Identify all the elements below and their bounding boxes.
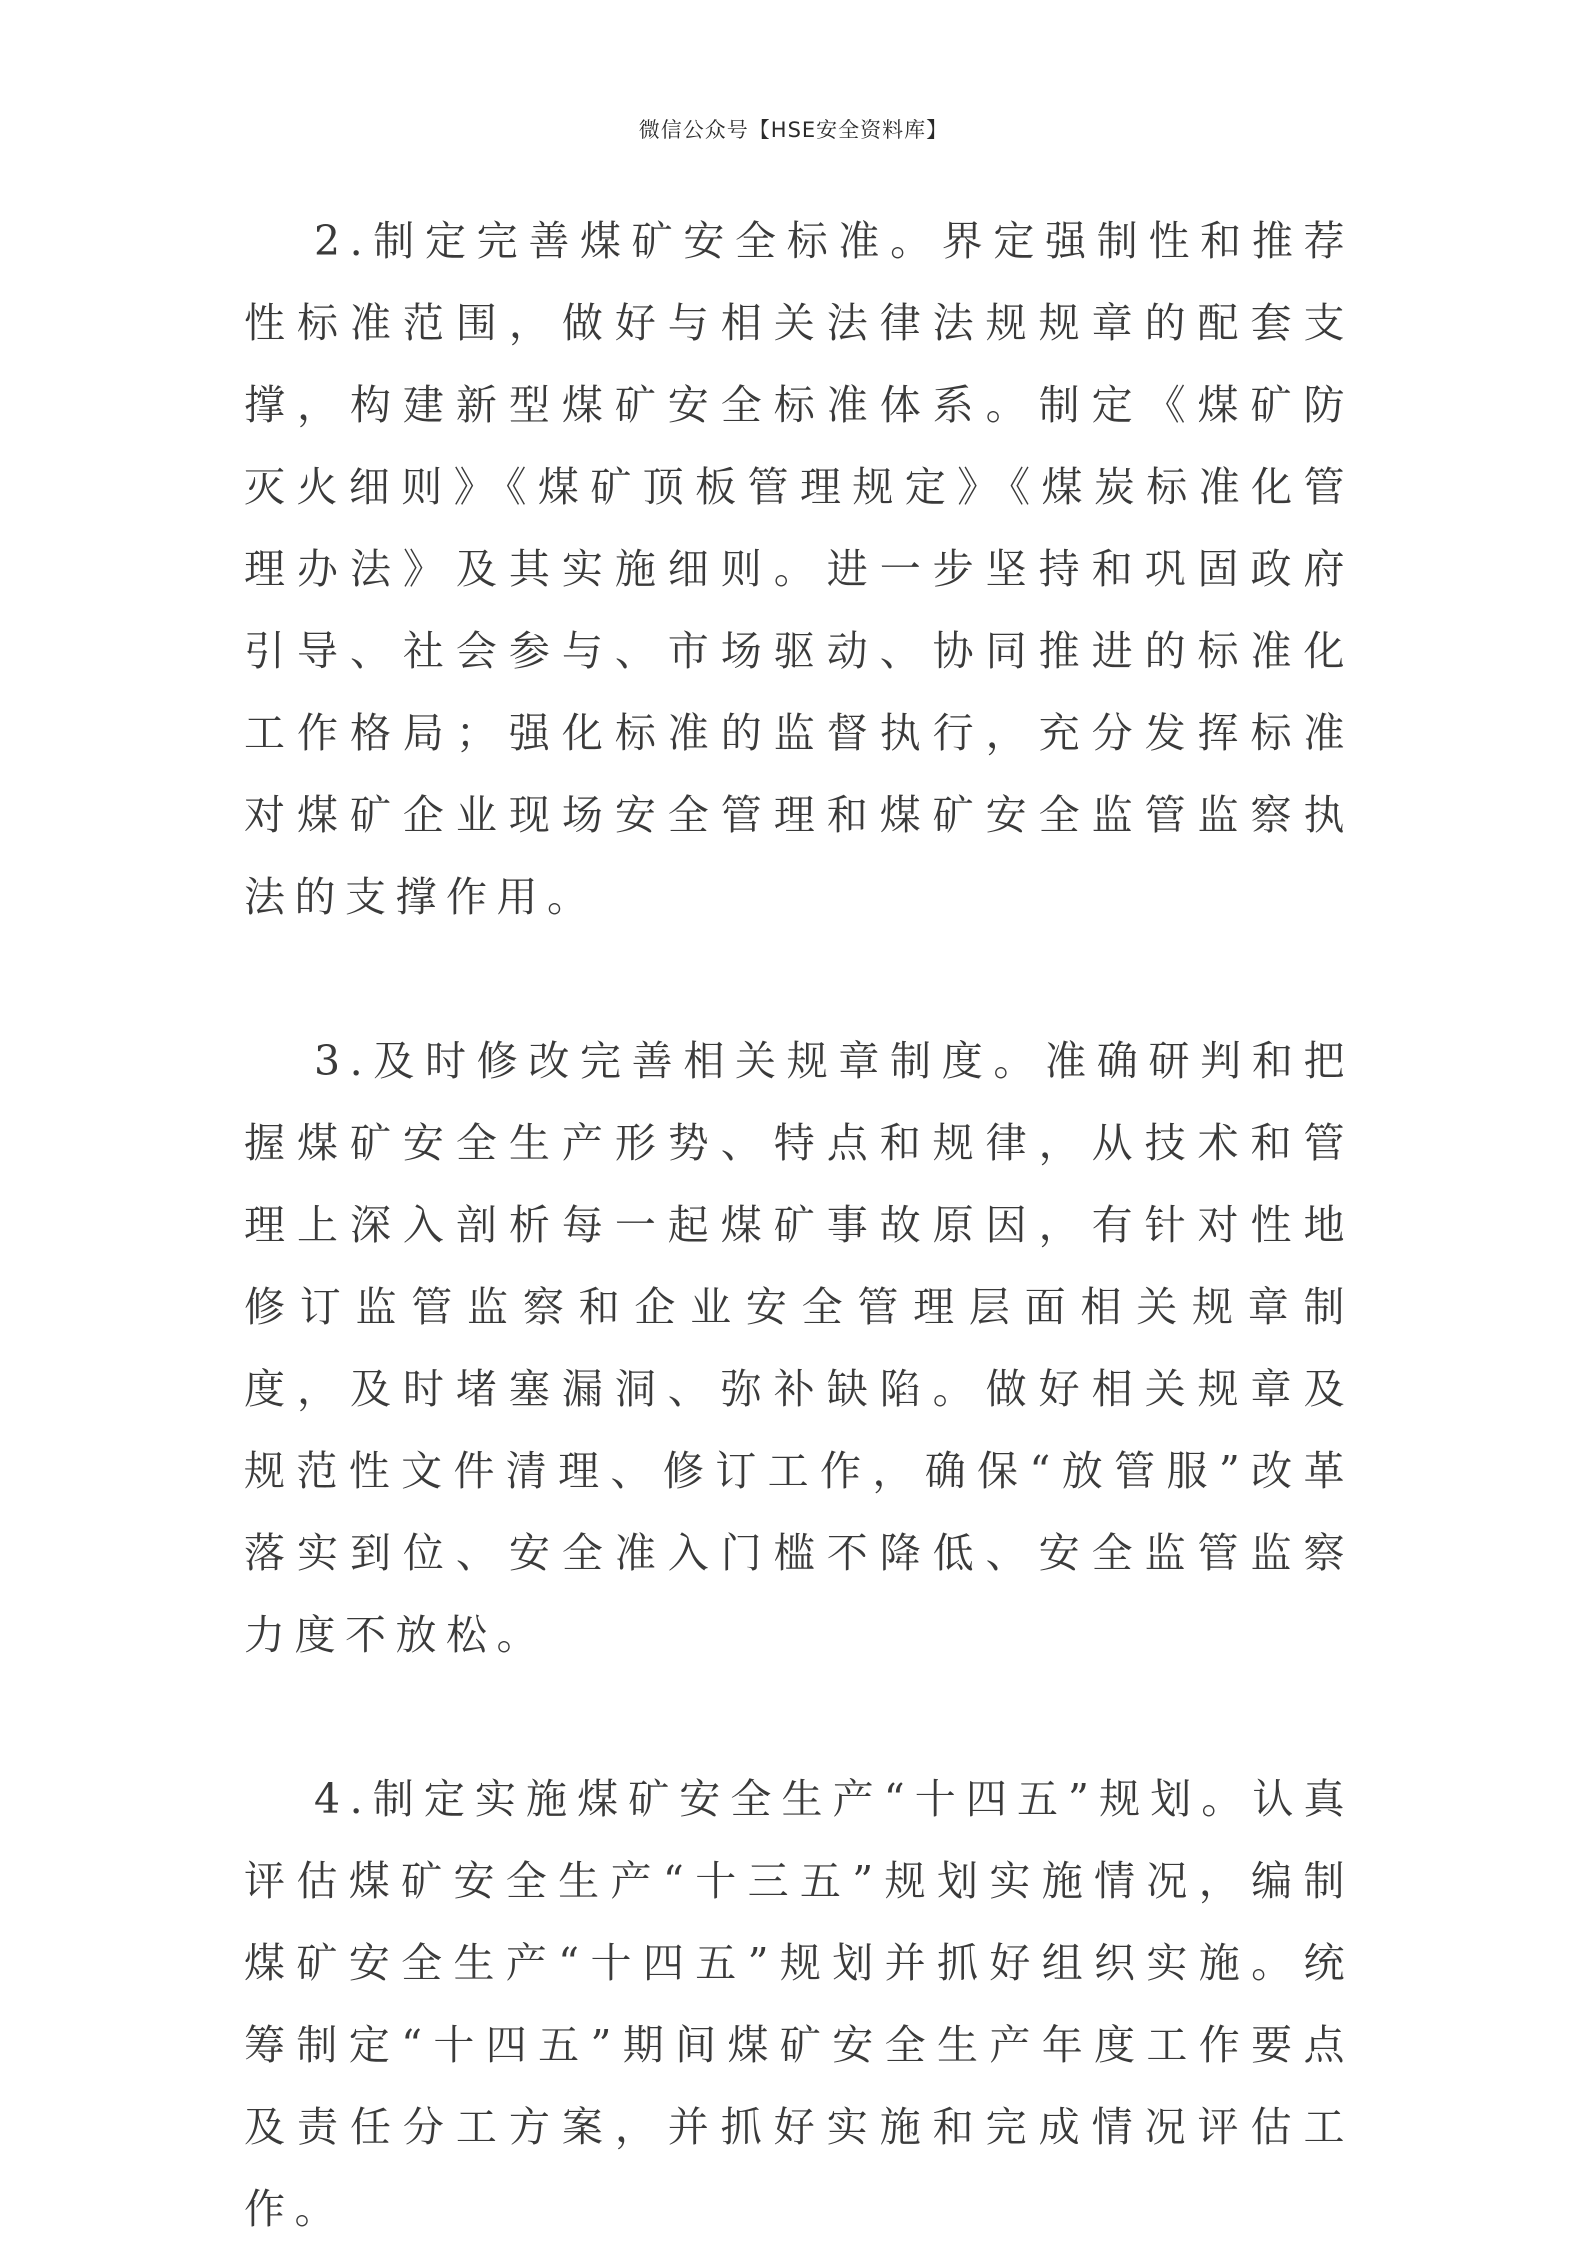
paragraph-standards: 2.制定完善煤矿安全标准。界定强制性和推荐性标准范围，做好与相关法律法规规章的配套支撑，构建新型煤矿安全标准体系。制定《煤矿防灭火细则》《煤矿顶板管理规定》《煤炭标准化管理办法》及其实施细则。进一步坚持和巩固政府引导、社会参与、市场驱动、协同推进的标准化工作格局；强化标准的监督执行，充分发挥标准对煤矿企业现场安全管理和煤矿安全监管监察执法的支撑作用。 [244,217,1354,921]
paragraph-five-year-plan: 4.制定实施煤矿安全生产“十四五”规划。认真评估煤矿安全生产“十三五”规划实施情况，编制煤矿安全生产“十四五”规划并抓好组织实施。统筹制定“十四五”期间煤矿安全生产年度工作要点及责任分工方案，并抓好实施和完成情况评估工作。 [244,1775,1354,2233]
document-body [244,200,1354,2250]
paragraph-regulations: 3.及时修改完善相关规章制度。准确研判和把握煤矿安全生产形势、特点和规律，从技术和管理上深入剖析每一起煤矿事故原因，有针对性地修订监管监察和企业安全管理层面相关规章制度，及时堵塞漏洞、弥补缺陷。做好相关规章及规范性文件清理、修订工作，确保“放管服”改革落实到位、安全准入门槛不降低、安全监管监察力度不放松。 [244,1037,1354,1659]
page-header: 微信公众号【HSE安全资料库】 [638,118,949,142]
